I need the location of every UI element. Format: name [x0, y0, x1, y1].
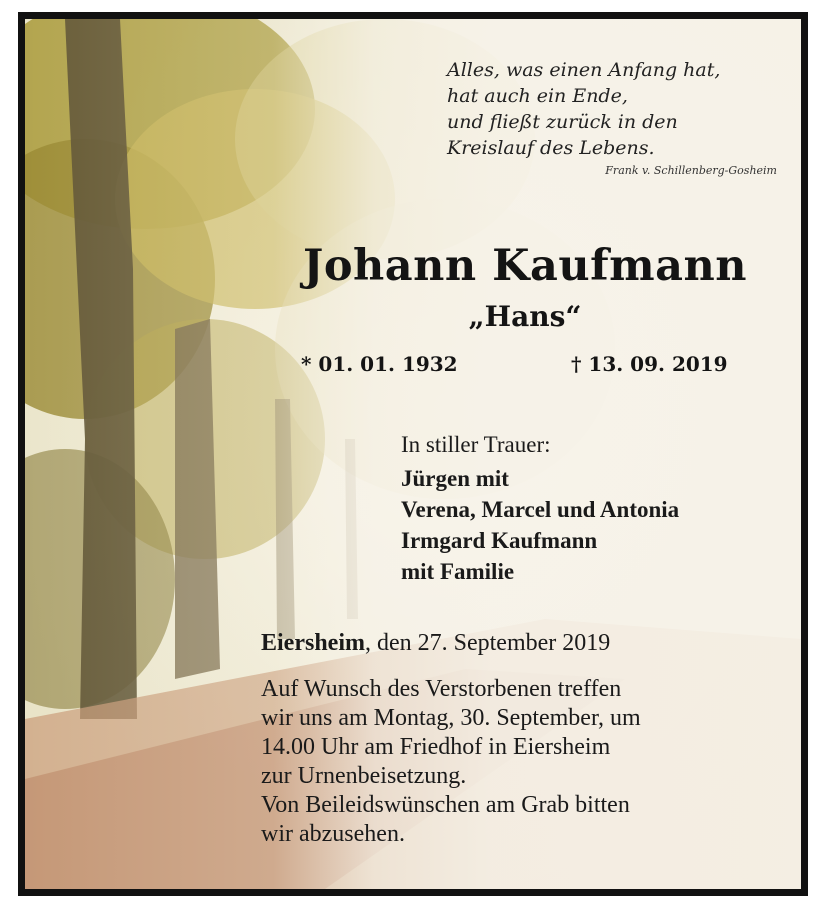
mourners-list — [401, 463, 801, 587]
notice-line: 14.00 Uhr am Friedhof in Eiersheim — [261, 734, 611, 760]
notice-date: , den 27. September 2019 — [364, 630, 611, 656]
birth-date: * 01. 01. 1932 — [301, 352, 458, 376]
funeral-notice — [261, 675, 781, 849]
mourner-line: Jürgen mit — [401, 466, 509, 491]
notice-line: wir uns am Montag, 30. September, um — [261, 705, 641, 731]
mourner-line: Verena, Marcel und Antonia — [401, 497, 680, 522]
quote-line: Alles, was einen Anfang hat, — [447, 59, 721, 81]
quote-author: Frank v. Schillenberg-Gosheim — [605, 164, 777, 177]
town-name: Eiersheim — [261, 630, 365, 656]
deceased-nickname: „Hans“ — [468, 300, 582, 333]
quote-line: und fließt zurück in den — [447, 111, 678, 133]
notice-line: zur Urnenbeisetzung. — [261, 763, 467, 789]
mourner-line: Irmgard Kaufmann — [401, 528, 598, 553]
notice-line: Von Beileidswünschen am Grab bitten — [261, 792, 630, 818]
quote-line: hat auch ein Ende, — [447, 85, 628, 107]
epigraph-quote — [447, 57, 777, 179]
quote-line: Kreislauf des Lebens. — [447, 137, 655, 159]
notice-line: wir abzusehen. — [261, 821, 405, 847]
notice-line: Auf Wunsch des Verstorbenen treffen — [261, 676, 622, 702]
death-date: † 13. 09. 2019 — [571, 352, 728, 376]
place-and-date — [261, 630, 610, 657]
mourner-line: mit Familie — [401, 559, 515, 584]
obituary-frame — [18, 12, 808, 896]
mourning-heading: In stiller Trauer: — [401, 432, 551, 457]
mourners-section — [401, 429, 801, 587]
obituary-content — [25, 19, 801, 889]
deceased-name: Johann Kaufmann — [302, 241, 748, 291]
